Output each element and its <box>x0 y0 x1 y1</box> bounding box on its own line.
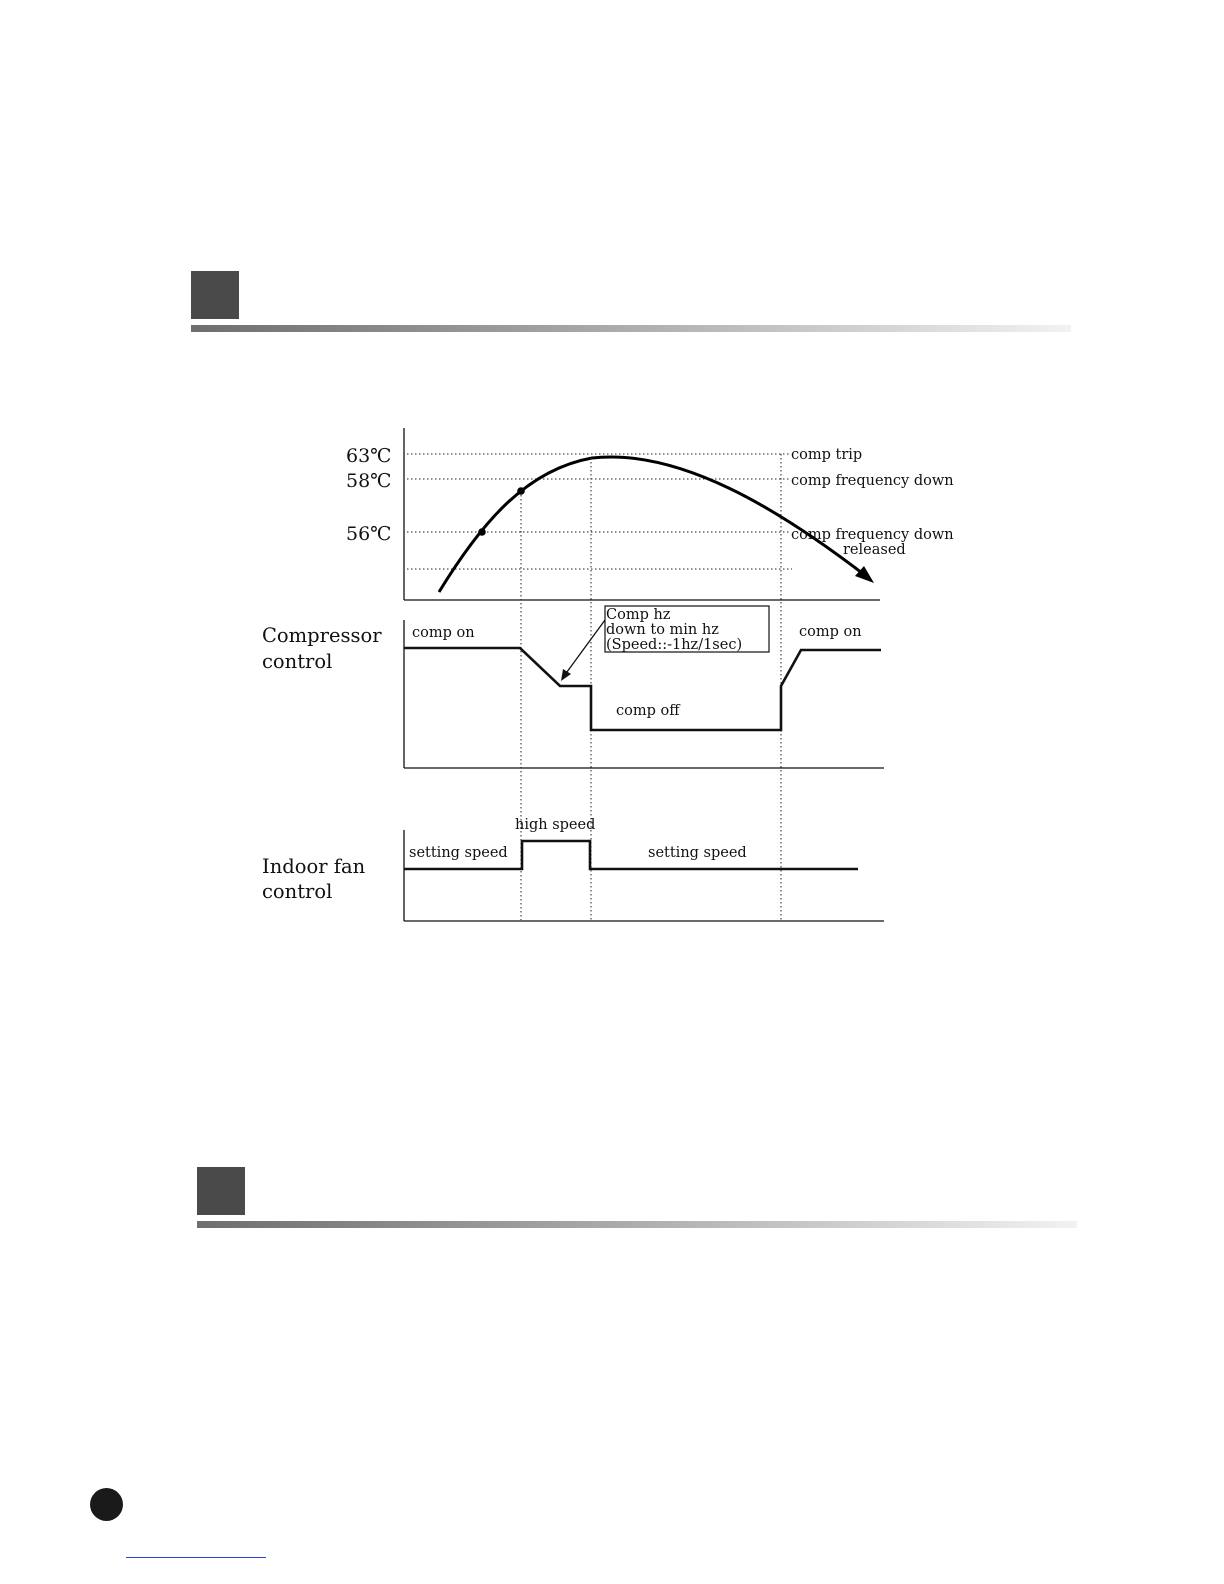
comp-on-right: comp on <box>799 624 862 640</box>
page-marker-dot-icon <box>90 1488 123 1521</box>
callout-pointer <box>564 620 605 676</box>
point-56 <box>478 528 486 536</box>
compressor-label: Compressor <box>262 624 382 647</box>
comp-on-left: comp on <box>412 625 475 641</box>
compressor-label-2: control <box>262 650 333 673</box>
label-comp-trip: comp trip <box>791 447 863 463</box>
label-freq-down: comp frequency down <box>791 473 954 489</box>
section-header-2 <box>197 1167 1077 1231</box>
fan-setting-speed-left: setting speed <box>409 845 508 861</box>
label-released: released <box>843 542 906 558</box>
fan-high-speed: high speed <box>515 817 596 833</box>
label-freq-down-released: comp frequency down <box>791 527 954 543</box>
section-divider <box>197 1221 1077 1228</box>
compressor-panel <box>262 606 884 768</box>
temp-label-56: 56℃ <box>346 523 392 545</box>
section-square-icon <box>197 1167 245 1215</box>
temperature-panel <box>346 428 954 600</box>
link-underline <box>126 1557 266 1558</box>
indoor-fan-label: Indoor fan <box>262 855 366 878</box>
callout-line-1: Comp hz <box>606 607 671 623</box>
callout-pointer-arrowhead <box>561 669 571 681</box>
indoor-fan-label-2: control <box>262 880 333 903</box>
comp-off: comp off <box>616 703 680 719</box>
indoor-fan-panel <box>262 817 884 921</box>
callout-line-3: (Speed::-1hz/1sec) <box>606 637 743 653</box>
temp-label-63: 63℃ <box>346 445 392 467</box>
callout-line-2: down to min hz <box>606 622 719 638</box>
fan-setting-speed-right: setting speed <box>648 845 747 861</box>
temp-label-58: 58℃ <box>346 470 392 492</box>
